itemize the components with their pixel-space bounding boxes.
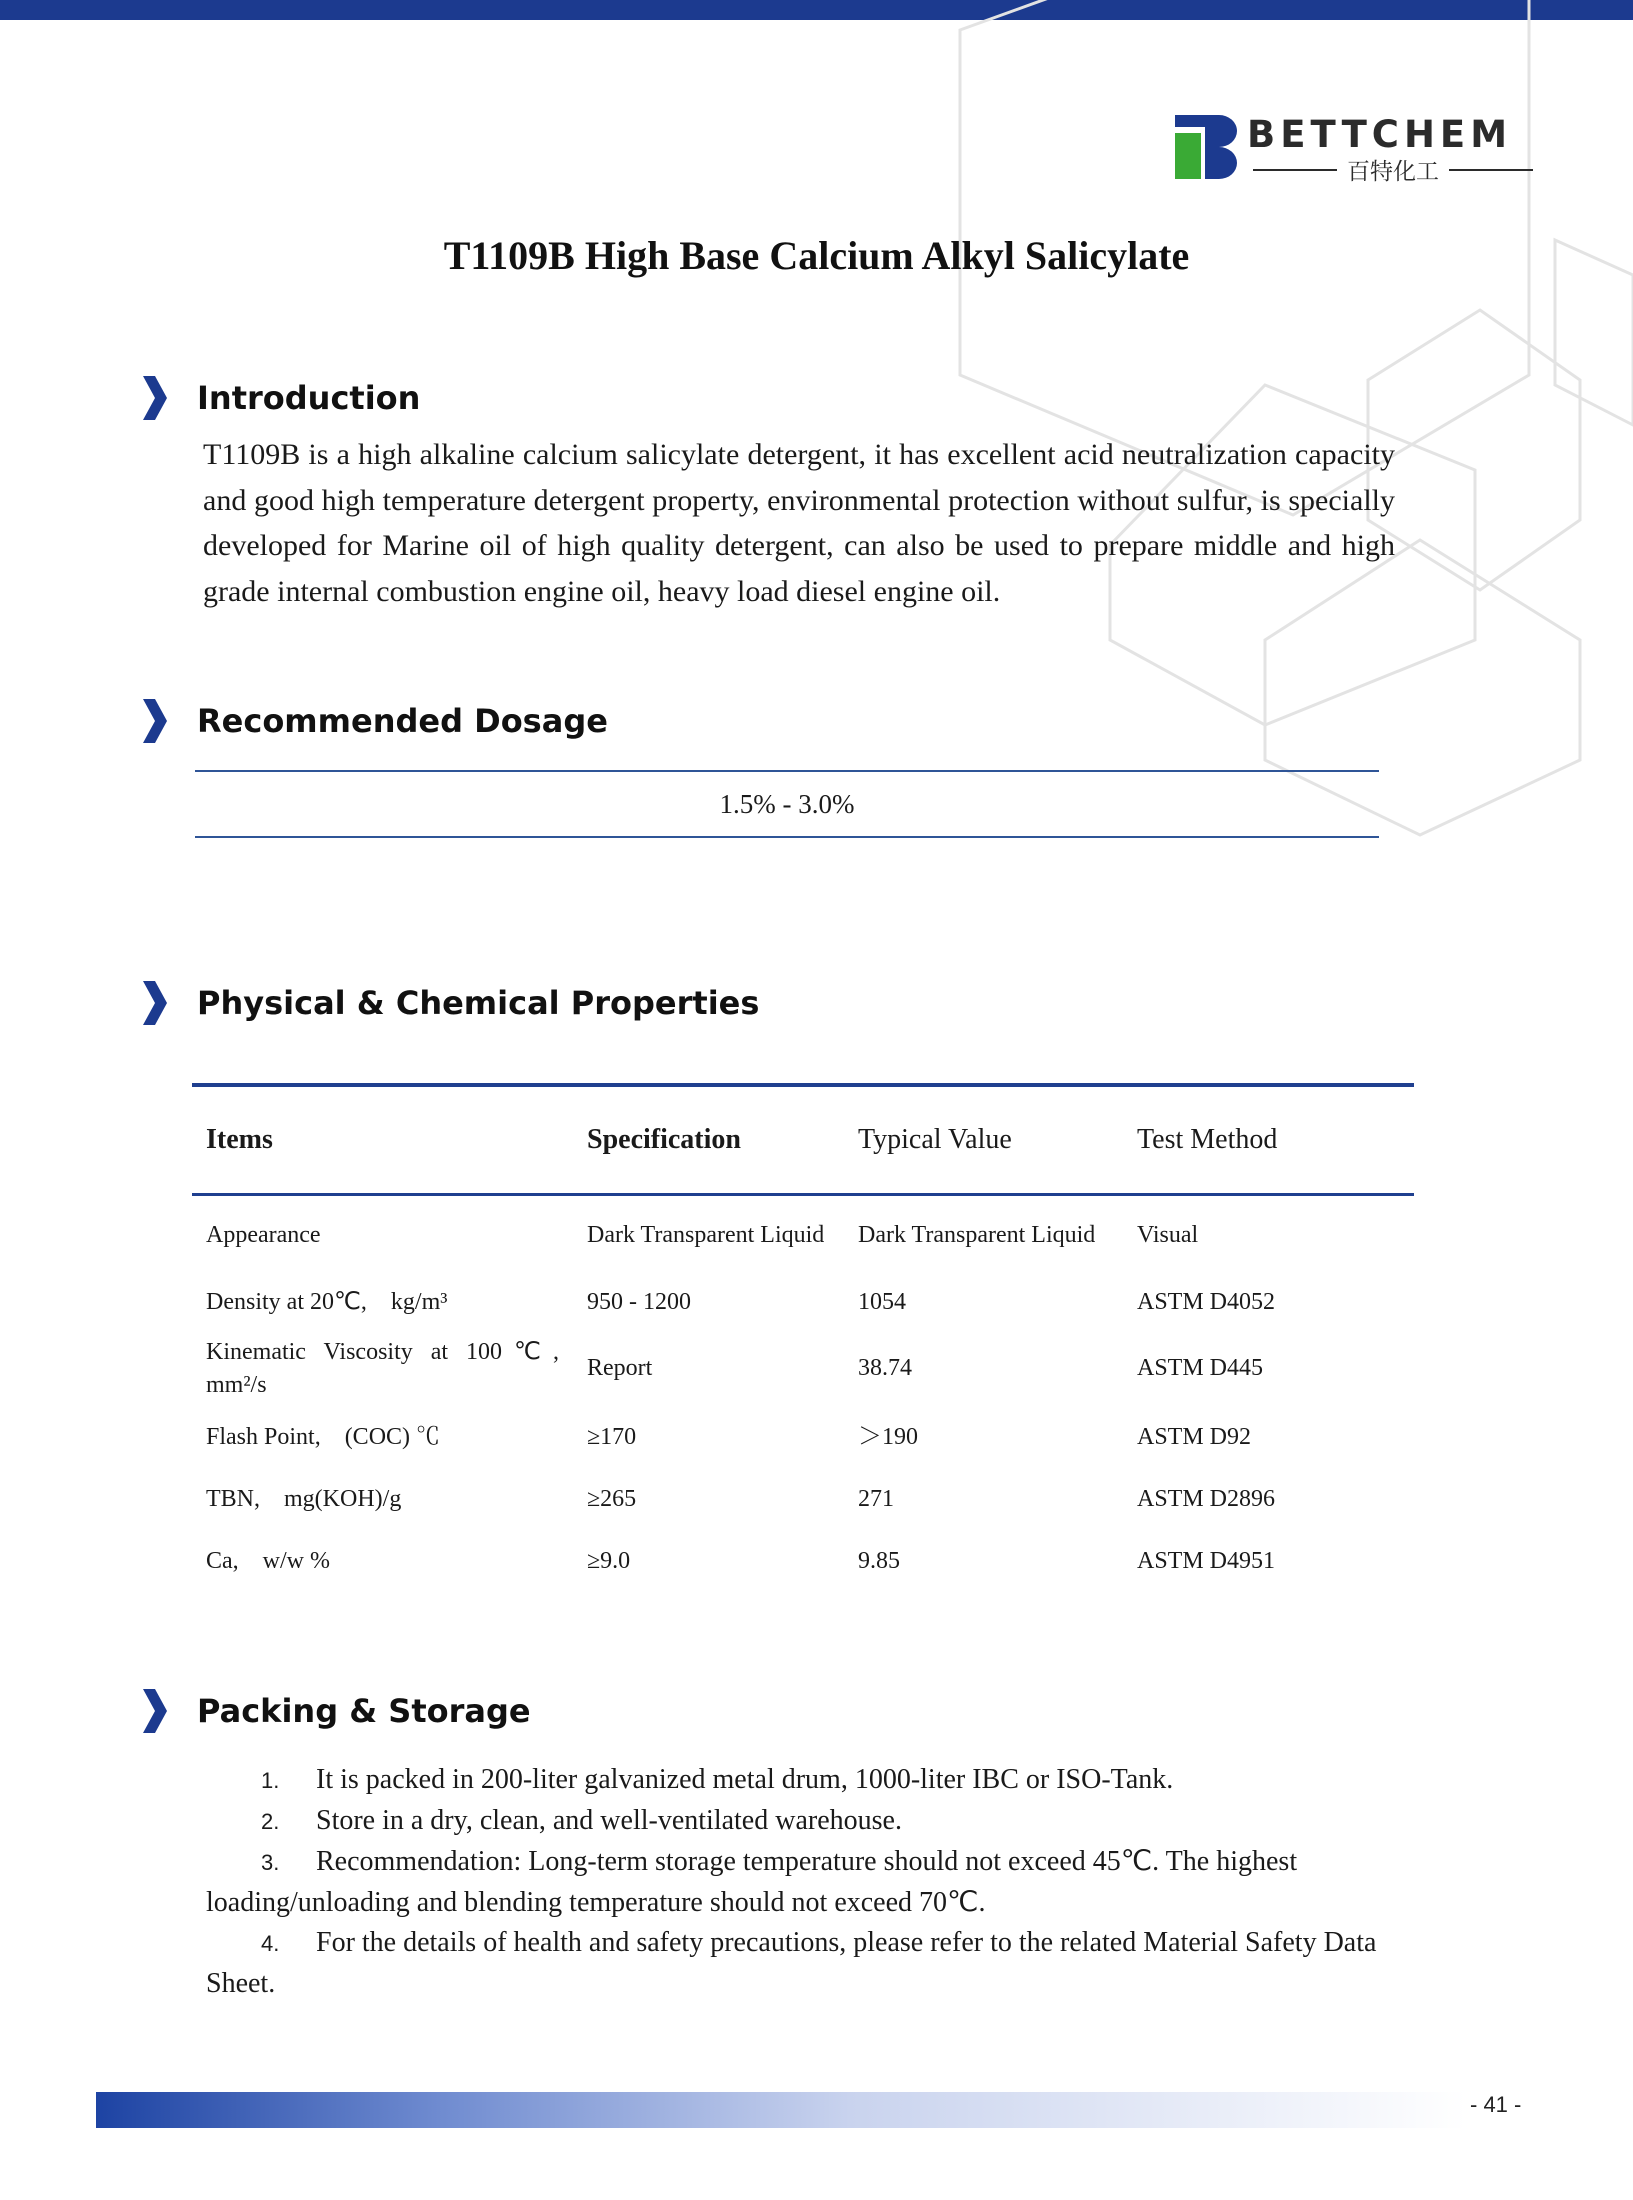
column-header-items: Items bbox=[206, 1124, 273, 1155]
brand-name: BETTCHEM bbox=[1247, 113, 1513, 156]
footer-gradient-bar bbox=[96, 2092, 1466, 2128]
chevron-right-icon bbox=[143, 981, 167, 1025]
table-cell: ASTM D445 bbox=[1137, 1355, 1264, 1381]
table-header-row bbox=[192, 1085, 1414, 1195]
list-item bbox=[206, 1801, 1396, 1842]
column-header-typical-value: Typical Value bbox=[858, 1124, 1012, 1155]
table-cell: Kinematic Viscosity at 100℃, mm²/s bbox=[206, 1338, 559, 1398]
introduction-heading: Introduction bbox=[197, 379, 421, 417]
table-cell: ASTM D4951 bbox=[1137, 1548, 1276, 1574]
table-cell: Density at 20℃, kg/m³ bbox=[206, 1289, 448, 1315]
bettchem-logo bbox=[1175, 115, 1535, 185]
bettchem-logo-mark bbox=[1175, 115, 1241, 179]
table-cell: Flash Point, (COC) ℃ bbox=[206, 1424, 441, 1450]
section-heading-packing bbox=[143, 1689, 531, 1733]
list-item-text: Recommendation: Long-term storage temperature should not exceed 45℃. The highest loading/unloading and blending temperature should not exceed 70℃. bbox=[206, 1846, 1298, 1918]
table-cell: ASTM D92 bbox=[1137, 1424, 1252, 1450]
table-cell: Report bbox=[587, 1355, 653, 1381]
table-cell: Dark Transparent Liquid bbox=[858, 1221, 1096, 1248]
page-number: - 41 - bbox=[1470, 2092, 1522, 2117]
table-cell: 38.74 bbox=[858, 1355, 912, 1381]
table-cell: ≥265 bbox=[587, 1486, 637, 1512]
list-item bbox=[206, 1923, 1396, 2004]
column-header-specification: Specification bbox=[587, 1124, 741, 1155]
table-row bbox=[192, 1275, 1414, 1331]
chevron-right-icon bbox=[143, 1689, 167, 1733]
dosage-value: 1.5% - 3.0% bbox=[195, 770, 1379, 838]
table-cell: 9.85 bbox=[858, 1548, 900, 1574]
introduction-text: T1109B is a high alkaline calcium salicylate detergent, it has excellent acid neutralization capacity and good high temperature detergent property, environmental protection without sulfur, is specially developed for Marine oil of high quality detergent, can also be used to prepare middle and high grade internal combustion engine oil, heavy load diesel engine oil. bbox=[203, 438, 1395, 608]
packing-heading: Packing & Storage bbox=[197, 1692, 531, 1730]
section-heading-dosage bbox=[143, 699, 608, 743]
table-cell: ≥9.0 bbox=[587, 1548, 631, 1574]
table-cell: ≥170 bbox=[587, 1424, 637, 1450]
table-cell: 271 bbox=[858, 1486, 894, 1512]
table-cell: Appearance bbox=[206, 1221, 321, 1248]
list-item-number: 1. bbox=[261, 1768, 280, 1793]
brand-chinese-name: 百特化工 bbox=[1347, 159, 1439, 185]
brand-subtitle bbox=[1253, 153, 1533, 186]
table-cell: Dark Transparent Liquid bbox=[587, 1221, 825, 1248]
properties-heading: Physical & Chemical Properties bbox=[197, 984, 760, 1022]
table-cell: Ca, w/w % bbox=[206, 1548, 330, 1574]
table-row bbox=[192, 1469, 1414, 1531]
table-cell: TBN, mg(KOH)/g bbox=[206, 1486, 402, 1512]
table-cell: ASTM D4052 bbox=[1137, 1289, 1276, 1315]
table-row bbox=[192, 1407, 1414, 1469]
chevron-right-icon bbox=[143, 376, 167, 420]
properties-table bbox=[192, 1083, 1414, 1593]
section-heading-properties bbox=[143, 981, 759, 1025]
dosage-heading: Recommended Dosage bbox=[197, 702, 608, 740]
list-item-number: 2. bbox=[261, 1809, 280, 1834]
list-item-text: Store in a dry, clean, and well-ventilated warehouse. bbox=[316, 1805, 902, 1836]
table-cell: Visual bbox=[1137, 1221, 1199, 1248]
chevron-right-icon bbox=[143, 699, 167, 743]
section-heading-introduction bbox=[143, 376, 420, 420]
list-item bbox=[206, 1842, 1396, 1923]
list-item-number: 3. bbox=[261, 1850, 280, 1875]
document-title: T1109B High Base Calcium Alkyl Salicylate bbox=[443, 233, 1190, 278]
table-cell: 950 - 1200 bbox=[587, 1289, 691, 1315]
packing-list bbox=[206, 1760, 1396, 2004]
logo-divider-right bbox=[1449, 169, 1533, 171]
list-item-text: It is packed in 200-liter galvanized metal drum, 1000-liter IBC or ISO-Tank. bbox=[316, 1764, 1174, 1795]
table-row bbox=[192, 1331, 1414, 1407]
table-cell: ＞190 bbox=[858, 1424, 918, 1450]
table-cell: 1054 bbox=[858, 1289, 906, 1315]
list-item bbox=[206, 1760, 1396, 1801]
table-row bbox=[192, 1531, 1414, 1593]
column-header-test-method: Test Method bbox=[1137, 1124, 1278, 1155]
table-cell: ASTM D2896 bbox=[1137, 1486, 1276, 1512]
list-item-text: For the details of health and safety precautions, please refer to the related Material Safety Data Sheet. bbox=[206, 1927, 1377, 1999]
logo-divider-left bbox=[1253, 169, 1337, 171]
list-item-number: 4. bbox=[261, 1931, 280, 1956]
table-row bbox=[192, 1195, 1414, 1275]
